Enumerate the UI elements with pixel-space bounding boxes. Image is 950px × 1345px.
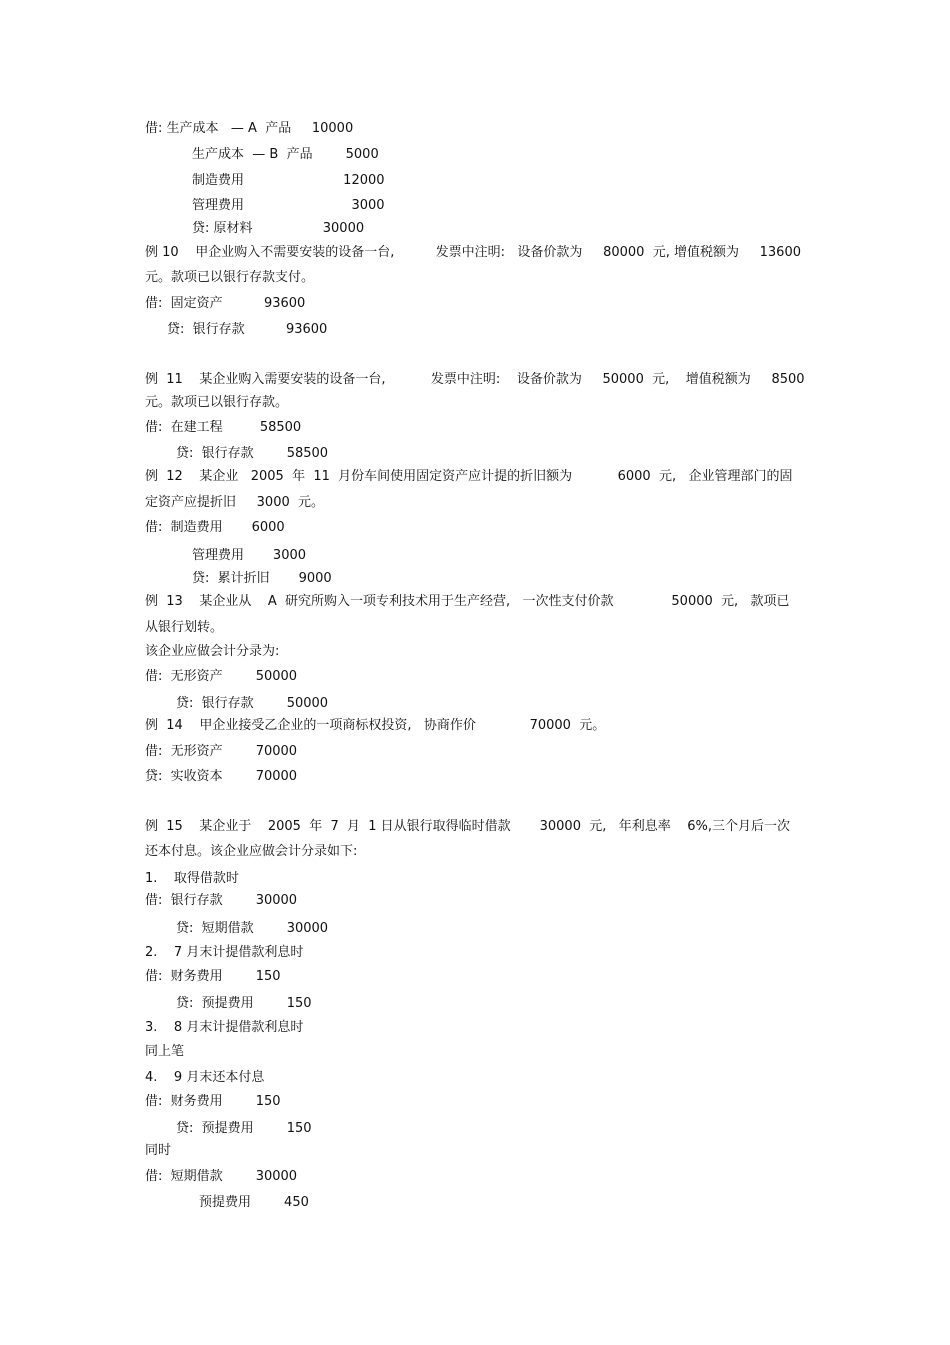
text-line: 管理费用 3000 — [192, 548, 307, 563]
text-line: 例 12 某企业 2005 年 11 月份车间使用固定资产应计提的折旧额为 6000 元, 企业管理部门的固 — [145, 469, 793, 484]
text-line: 贷: 短期借款 30000 — [176, 921, 329, 936]
text-line: 3. 8 月末计提借款利息时 — [145, 1020, 304, 1035]
text-line: 借: 财务费用 150 — [145, 1094, 281, 1109]
text-line: 4. 9 月末还本付息 — [145, 1070, 265, 1085]
text-line: 例 14 甲企业接受乙企业的一项商标权投资, 协商作价 70000 元。 — [145, 718, 606, 733]
text-line: 从银行划转。 — [145, 620, 224, 635]
text-line: 定资产应提折旧 3000 元。 — [145, 495, 325, 510]
text-line: 该企业应做会计分录为: — [145, 644, 280, 659]
text-line: 例 10 甲企业购入不需要安装的设备一台, 发票中注明: 设备价款为 80000 元, 增值税额为 13600 — [145, 245, 801, 260]
text-line: 贷: 银行存款 58500 — [176, 446, 329, 461]
text-line: 借: 短期借款 30000 — [145, 1169, 298, 1184]
text-line: 贷: 银行存款 93600 — [167, 322, 328, 337]
text-line: 贷: 实收资本 70000 — [145, 769, 298, 784]
text-line: 借: 固定资产 93600 — [145, 296, 306, 311]
text-line: 管理费用 3000 — [192, 198, 385, 213]
text-line: 同上笔 — [145, 1044, 185, 1059]
text-line: 同时 — [145, 1143, 172, 1158]
text-line: 例 11 某企业购入需要安装的设备一台, 发票中注明: 设备价款为 50000 元, 增值税额为 8500 — [145, 372, 805, 387]
text-line: 2. 7 月末计提借款利息时 — [145, 945, 304, 960]
text-line: 元。款项已以银行存款支付。 — [145, 270, 315, 285]
text-line: 借: 无形资产 70000 — [145, 744, 298, 759]
text-line: 贷: 银行存款 50000 — [176, 696, 329, 711]
text-line: 借: 在建工程 58500 — [145, 420, 302, 435]
text-line: 制造费用 12000 — [192, 173, 385, 188]
text-line: 例 15 某企业于 2005 年 7 月 1 日从银行取得临时借款 30000 元, 年利息率 6%,三个月后一次 — [145, 819, 791, 834]
text-line: 贷: 预提费用 150 — [176, 1121, 312, 1136]
text-line: 还本付息。该企业应做会计分录如下: — [145, 844, 358, 859]
text-line: 生产成本 — B 产品 5000 — [192, 147, 379, 162]
text-line: 元。款项已以银行存款。 — [145, 395, 289, 410]
text-line: 借: 生产成本 — A 产品 10000 — [145, 121, 354, 136]
text-line: 借: 财务费用 150 — [145, 969, 281, 984]
text-line: 预提费用 450 — [199, 1195, 309, 1210]
text-line: 借: 制造费用 6000 — [145, 520, 285, 535]
text-line: 贷: 累计折旧 9000 — [192, 571, 332, 586]
text-line: 贷: 预提费用 150 — [176, 996, 312, 1011]
text-line: 1. 取得借款时 — [145, 871, 239, 886]
text-line: 例 13 某企业从 A 研究所购入一项专利技术用于生产经营, 一次性支付价款 50000 元, 款项已 — [145, 594, 790, 609]
text-line: 贷: 原材料 30000 — [192, 221, 365, 236]
text-line: 借: 无形资产 50000 — [145, 669, 298, 684]
text-line: 借: 银行存款 30000 — [145, 893, 298, 908]
